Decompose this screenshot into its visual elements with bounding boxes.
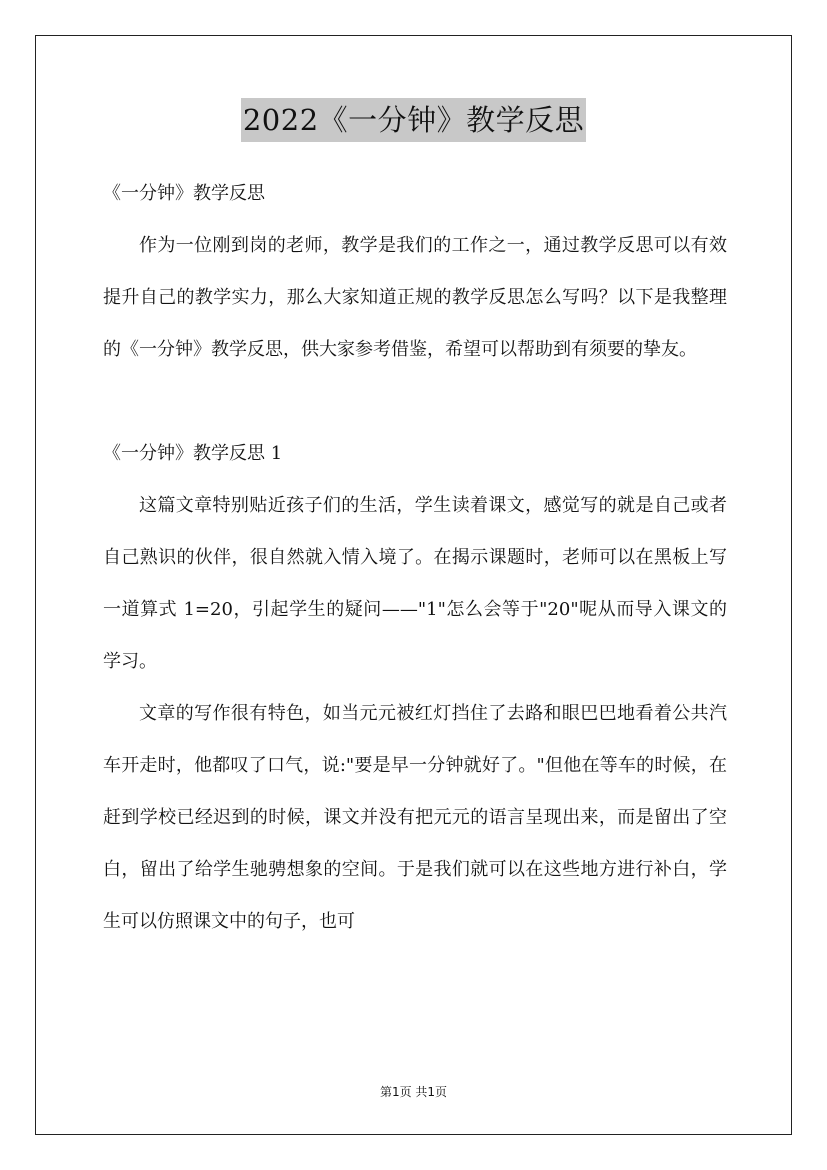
spacer (103, 376, 727, 428)
title-container (0, 98, 827, 142)
section-paragraph-2: 文章的写作很有特色，如当元元被红灯挡住了去路和眼巴巴地看着公共汽车开走时，他都叹了口气，说:"要是早一分钟就好了。"但他在等车的时候，在赶到学校已经迟到的时候，课文并没有把元元的语言呈现出来，而是留出了空白，留出了给学生驰骋想象的空间。于是我们就可以在这些地方进行补白，学生可以仿照课文中的句子，也可 (103, 703, 727, 932)
document-subtitle: 《一分钟》教学反思 (103, 183, 265, 204)
section-heading: 《一分钟》教学反思 1 (103, 443, 283, 464)
document-body (103, 168, 727, 948)
document-title: 2022《一分钟》教学反思 (241, 98, 586, 142)
section-paragraph-1: 这篇文章特别贴近孩子们的生活，学生读着课文，感觉写的就是自己或者自己熟识的伙伴，很自然就入情入境了。在揭示课题时，老师可以在黑板上写一道算式 1=20，引起学生的疑问——"1"怎么会等于"20"呢从而导入课文的学习。 (103, 495, 727, 672)
intro-paragraph: 作为一位刚到岗的老师，教学是我们的工作之一，通过教学反思可以有效提升自己的教学实力，那么大家知道正规的教学反思怎么写吗？以下是我整理的《一分钟》教学反思，供大家参考借鉴，希望可以帮助到有须要的挚友。 (103, 235, 727, 360)
page-footer: 第1页 共1页 (379, 1085, 448, 1099)
